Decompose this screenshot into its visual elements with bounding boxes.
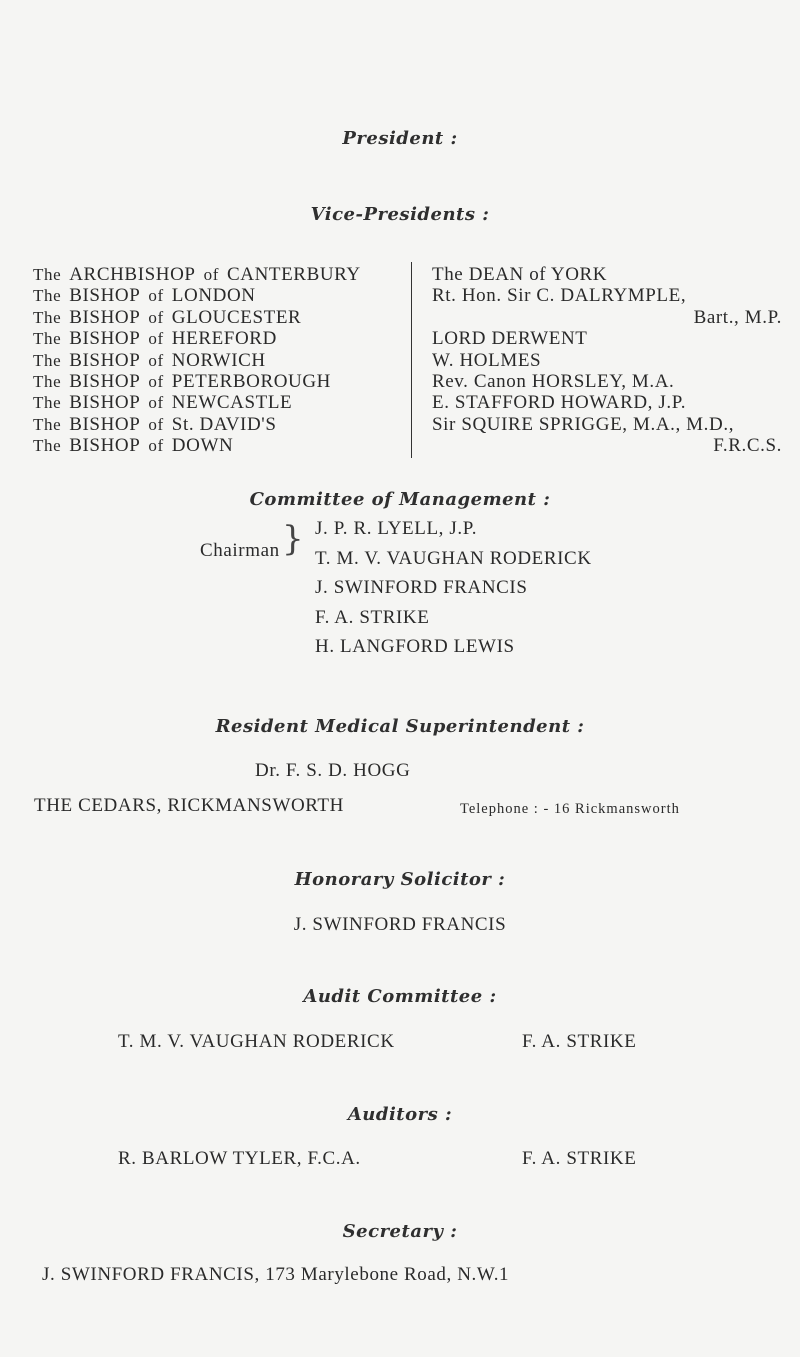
vice-president-right-item: Bart., M.P.: [693, 306, 782, 328]
committee-member: J. SWINFORD FRANCIS: [315, 577, 528, 599]
vp-left-the: The: [33, 265, 62, 284]
vice-president-left-item: [33, 392, 369, 413]
vice-presidents-heading: Vice-Presidents :: [310, 204, 490, 225]
auditors-heading: Auditors :: [347, 1104, 453, 1125]
vp-left-title: BISHOP: [69, 413, 141, 435]
vp-left-title: BISHOP: [69, 435, 141, 457]
committee-members: [315, 518, 592, 666]
vp-left-of: of: [148, 393, 164, 413]
vp-left-the: The: [33, 371, 62, 391]
auditor: R. BARLOW TYLER, F.C.A.: [118, 1148, 361, 1169]
auditor: F. A. STRIKE: [522, 1148, 637, 1169]
vp-left-see: NEWCASTLE: [171, 392, 293, 414]
vp-left-title: BISHOP: [69, 285, 141, 307]
column-divider: [411, 262, 412, 458]
vice-president-right-item: F.R.C.S.: [713, 435, 782, 457]
superintendent-heading: Resident Medical Superintendent :: [215, 716, 585, 737]
committee-heading: Committee of Management :: [249, 489, 551, 510]
vp-left-title: BISHOP: [69, 349, 141, 371]
committee-member: F. A. STRIKE: [315, 606, 430, 628]
vice-president-left-item: [33, 328, 369, 349]
vice-president-left-item: [33, 435, 369, 456]
vp-left-title: BISHOP: [69, 306, 141, 328]
vp-left-of: of: [148, 371, 164, 391]
vp-left-the: The: [33, 393, 62, 413]
audit-member: F. A. STRIKE: [522, 1031, 637, 1052]
vice-president-right-item: LORD DERWENT: [432, 328, 588, 350]
vice-president-right-item: Rev. Canon HORSLEY, M.A.: [432, 370, 675, 392]
vp-left-of: of: [148, 414, 164, 434]
vp-left-of: of: [148, 350, 164, 370]
vp-left-the: The: [33, 414, 62, 434]
vp-left-see: St. DAVID'S: [171, 413, 277, 435]
vp-left-the: The: [33, 329, 62, 349]
vice-president-right-item: The DEAN of YORK: [432, 264, 608, 285]
vp-left-title: ARCHBISHOP: [69, 264, 196, 285]
vp-left-the: The: [33, 350, 62, 370]
audit-member: T. M. V. VAUGHAN RODERICK: [118, 1031, 395, 1052]
vp-left-title: BISHOP: [69, 370, 141, 392]
address: THE CEDARS, RICKMANSWORTH: [34, 795, 344, 816]
chairman-label: Chairman: [200, 540, 280, 561]
telephone: Telephone : - 16 Rickmansworth: [460, 801, 680, 817]
committee-member: T. M. V. VAUGHAN RODERICK: [315, 547, 592, 569]
vp-left-of: of: [148, 436, 164, 456]
superintendent-name: Dr. F. S. D. HOGG: [255, 760, 411, 781]
vice-presidents-left-column: [33, 264, 369, 457]
committee-member: H. LANGFORD LEWIS: [315, 636, 515, 658]
vp-left-title: BISHOP: [69, 392, 141, 414]
solicitor-name: J. SWINFORD FRANCIS: [293, 914, 507, 935]
vp-left-see: PETERBOROUGH: [171, 370, 332, 392]
vice-president-left-item: [33, 350, 369, 371]
vp-left-the: The: [33, 307, 62, 327]
vp-left-title: BISHOP: [69, 328, 141, 350]
secretary-heading: Secretary :: [342, 1221, 458, 1242]
vp-left-of: of: [148, 286, 164, 306]
vice-presidents-right-column: [432, 264, 782, 457]
vice-president-left-item: [33, 414, 369, 435]
vp-left-see: LONDON: [171, 285, 256, 307]
president-heading: President :: [342, 128, 458, 149]
vp-left-the: The: [33, 436, 62, 456]
vice-president-left-item: [33, 264, 369, 285]
vice-president-left-item: [33, 307, 369, 328]
vp-left-of: of: [148, 329, 164, 349]
vp-left-see: CANTERBURY: [226, 264, 361, 285]
vp-left-see: DOWN: [171, 435, 234, 457]
solicitor-heading: Honorary Solicitor :: [294, 869, 506, 890]
vp-left-see: NORWICH: [171, 349, 266, 371]
vp-left-of: of: [203, 265, 219, 284]
vice-president-left-item: [33, 285, 369, 306]
audit-heading: Audit Committee :: [303, 986, 497, 1007]
vice-president-right-item: Rt. Hon. Sir C. DALRYMPLE,: [432, 285, 687, 307]
vice-president-right-item: E. STAFFORD HOWARD, J.P.: [432, 392, 687, 414]
vice-president-right-item: Sir SQUIRE SPRIGGE, M.A., M.D.,: [432, 413, 735, 435]
vp-left-see: HEREFORD: [171, 328, 277, 350]
vice-president-right-item: W. HOLMES: [432, 349, 542, 371]
vp-left-of: of: [148, 307, 164, 327]
vp-left-see: GLOUCESTER: [171, 306, 302, 328]
secretary-line: J. SWINFORD FRANCIS, 173 Marylebone Road, N.W.1: [42, 1264, 510, 1285]
chairman-brace: }: [282, 519, 304, 559]
vp-left-the: The: [33, 286, 62, 306]
vice-president-left-item: [33, 371, 369, 392]
committee-member: J. P. R. LYELL, J.P.: [315, 518, 478, 539]
